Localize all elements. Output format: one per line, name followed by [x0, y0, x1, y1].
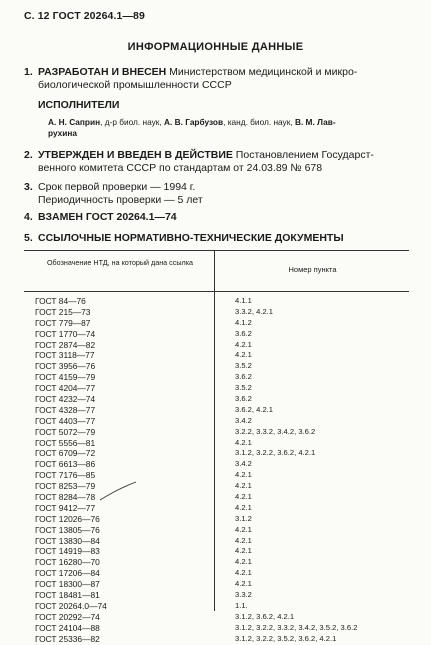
- table-row: [24, 416, 409, 427]
- item-bold-label: ССЫЛОЧНЫЕ НОРМАТИВНО-ТЕХНИЧЕСКИЕ ДОКУМЕНТЫ: [38, 232, 344, 244]
- table-cell-clause: 3.3.2: [235, 590, 252, 600]
- table-row: [24, 405, 409, 416]
- table-cell-document: ГОСТ 4159—79: [35, 372, 96, 383]
- table-row: [24, 514, 409, 525]
- table-body: [24, 296, 409, 645]
- table-cell-document: ГОСТ 13830—84: [35, 535, 100, 546]
- table-cell-document: ГОСТ 4232—74: [35, 394, 96, 405]
- table-cell-document: ГОСТ 3956—76: [35, 361, 96, 372]
- table-row: [24, 536, 409, 547]
- item-number: 2.: [24, 149, 33, 161]
- table-cell-document: ГОСТ 18481—81: [35, 590, 100, 601]
- executors-list: [48, 117, 410, 139]
- table-cell-clause: 4.2.1: [235, 568, 252, 578]
- executor-degree: , д-р биол. наук,: [100, 117, 165, 127]
- table-cell-clause: 3.1.2, 3.2.2, 3.6.2, 4.2.1: [235, 448, 316, 458]
- table-cell-document: ГОСТ 2874—82: [35, 339, 96, 350]
- item-text: Постановлением Государст-: [232, 149, 374, 161]
- executors-heading: [24, 99, 409, 112]
- table-cell-clause: 3.2.2, 3.3.2, 3.4.2, 3.6.2: [235, 426, 316, 436]
- table-cell-document: ГОСТ 16280—70: [35, 557, 100, 568]
- table-cell-clause: 4.1.1: [235, 296, 252, 305]
- table-cell-document: ГОСТ 18300—87: [35, 579, 100, 590]
- section-title: ИНФОРМАЦИОННЫЕ ДАННЫЕ: [127, 41, 304, 53]
- table-row: [24, 372, 409, 383]
- table-cell-clause: 3.6.2: [235, 328, 252, 338]
- executor-name: А. Н. Саприн: [48, 117, 101, 127]
- executor-name: В. М. Лав-: [294, 117, 336, 127]
- table-row: [24, 546, 409, 557]
- table-cell-clause: 4.2.1: [235, 470, 252, 480]
- table-cell-document: ГОСТ 7176—85: [35, 470, 96, 481]
- handwritten-tick-mark: [98, 480, 138, 502]
- table-row: [24, 394, 409, 405]
- table-row: [24, 634, 409, 645]
- executor-degree: , канд. биол. наук,: [223, 117, 295, 127]
- table-cell-document: ГОСТ 1770—74: [35, 328, 96, 339]
- table-cell-document: ГОСТ 8253—79: [35, 481, 96, 492]
- item-approved: [24, 149, 409, 175]
- table-cell-document: ГОСТ 14919—83: [35, 546, 100, 557]
- table-cell-clause: 4.2.1: [235, 481, 252, 491]
- table-cell-document: ГОСТ 3118—77: [35, 350, 95, 361]
- table-cell-document: ГОСТ 24104—88: [35, 622, 100, 633]
- table-row: [24, 318, 409, 329]
- references-table: [24, 250, 409, 644]
- table-cell-clause: 4.2.1: [235, 579, 252, 589]
- table-row: [24, 470, 409, 481]
- table-header-clause: Номер пункта: [288, 265, 337, 274]
- item-text: Срок первой проверки — 1994 г.: [38, 181, 196, 193]
- item-developed: [24, 66, 409, 92]
- table-row: [24, 307, 409, 318]
- table-cell-document: ГОСТ 20264.0—74: [35, 600, 107, 611]
- table-row: [24, 427, 409, 438]
- item-review-period: [24, 181, 409, 207]
- table-cell-document: ГОСТ 4403—77: [35, 415, 96, 426]
- table-cell-document: ГОСТ 6613—86: [35, 459, 96, 470]
- table-row: [24, 296, 409, 307]
- table-cell-document: ГОСТ 8284—78: [35, 492, 96, 503]
- table-row: [24, 448, 409, 459]
- table-row: [24, 557, 409, 568]
- table-cell-clause: 3.6.2: [235, 372, 252, 382]
- table-cell-document: ГОСТ 4204—77: [35, 383, 96, 394]
- table-cell-clause: 4.2.1: [235, 492, 252, 502]
- table-cell-clause: 4.2.1: [235, 502, 252, 512]
- table-cell-clause: 4.2.1: [235, 546, 252, 556]
- table-cell-document: ГОСТ 779—87: [35, 317, 91, 328]
- table-cell-document: ГОСТ 12026—76: [35, 513, 100, 524]
- table-header-document: Обозначение НТД, на который дана ссылка: [46, 258, 194, 267]
- table-cell-document: ГОСТ 84—76: [35, 296, 86, 306]
- item-replaces: [24, 211, 409, 224]
- table-cell-clause: 3.3.2, 4.2.1: [235, 306, 273, 316]
- table-cell-clause: 4.1.2: [235, 317, 252, 327]
- table-cell-document: ГОСТ 4328—77: [35, 404, 96, 415]
- table-cell-clause: 1.1.: [235, 600, 248, 610]
- table-row: [24, 361, 409, 372]
- executors-label: ИСПОЛНИТЕЛИ: [38, 99, 120, 111]
- table-row: [24, 623, 409, 634]
- table-row: [24, 525, 409, 536]
- table-row: [24, 383, 409, 394]
- table-row: [24, 350, 409, 361]
- table-cell-clause: 3.5.2: [235, 383, 252, 393]
- table-cell-document: ГОСТ 5072—79: [35, 426, 96, 437]
- item-bold-label: ВЗАМЕН ГОСТ 20264.1—74: [38, 211, 177, 223]
- table-cell-document: ГОСТ 215—73: [35, 306, 91, 317]
- item-number: 5.: [24, 232, 33, 244]
- table-cell-clause: 4.2.1: [235, 339, 252, 349]
- table-row: [24, 503, 409, 514]
- table-cell-clause: 3.6.2, 4.2.1: [235, 404, 273, 414]
- item-text: Министерством медицинской и микро-: [166, 66, 358, 78]
- table-cell-document: ГОСТ 20292—74: [35, 611, 100, 622]
- item-bold-label: РАЗРАБОТАН И ВНЕСЕН: [38, 66, 167, 78]
- table-cell-document: ГОСТ 5556—81: [35, 437, 96, 448]
- table-row: [24, 481, 409, 492]
- table-header: [24, 251, 409, 292]
- table-row: [24, 459, 409, 470]
- item-number: 4.: [24, 211, 33, 223]
- item-continuation: биологической промышленности СССР: [38, 79, 232, 91]
- table-cell-clause: 4.2.1: [235, 437, 252, 447]
- item-bold-label: УТВЕРЖДЕН И ВВЕДЕН В ДЕЙСТВИЕ: [38, 149, 233, 161]
- table-cell-document: ГОСТ 9412—77: [35, 502, 96, 513]
- table-cell-clause: 3.1.2, 3.2.2, 3.3.2, 3.4.2, 3.5.2, 3.6.2: [235, 622, 358, 632]
- item-continuation: Периодичность проверки — 5 лет: [38, 194, 203, 206]
- table-cell-clause: 3.5.2: [235, 361, 252, 371]
- table-row: [24, 612, 409, 623]
- item-number: 3.: [24, 181, 33, 193]
- table-cell-clause: 3.1.2, 3.6.2, 4.2.1: [235, 611, 295, 621]
- table-cell-clause: 3.6.2: [235, 394, 252, 404]
- table-cell-clause: 3.4.2: [235, 459, 252, 469]
- table-row: [24, 590, 409, 601]
- table-row: [24, 579, 409, 590]
- table-row: [24, 568, 409, 579]
- table-cell-document: ГОСТ 13805—76: [35, 524, 100, 535]
- executor-name: А. В. Гарбузов: [164, 117, 224, 127]
- table-row: [24, 438, 409, 449]
- table-row: [24, 601, 409, 612]
- item-continuation: венного комитета СССР по стандартам от 24.03.89 № 678: [38, 162, 323, 174]
- table-cell-document: ГОСТ 17206—84: [35, 568, 100, 579]
- item-number: 1.: [24, 66, 33, 78]
- table-cell-clause: 4.2.1: [235, 557, 252, 567]
- table-cell-clause: 4.2.1: [235, 350, 252, 360]
- item-references: [24, 232, 409, 245]
- table-cell-clause: 3.4.2: [235, 415, 252, 425]
- table-cell-clause: 3.1.2, 3.2.2, 3.5.2, 3.6.2, 4.2.1: [235, 633, 337, 643]
- table-row: [24, 340, 409, 351]
- table-cell-document: ГОСТ 6709—72: [35, 448, 96, 459]
- table-cell-clause: 4.2.1: [235, 535, 252, 545]
- table-cell-document: ГОСТ 25336—82: [35, 633, 100, 644]
- executor-name-continuation: рухина: [48, 128, 78, 138]
- table-cell-clause: 3.1.2: [235, 513, 252, 523]
- table-row: [24, 329, 409, 340]
- page-header: С. 12 ГОСТ 20264.1—89: [24, 10, 145, 22]
- table-cell-clause: 4.2.1: [235, 524, 252, 534]
- table-row: [24, 492, 409, 503]
